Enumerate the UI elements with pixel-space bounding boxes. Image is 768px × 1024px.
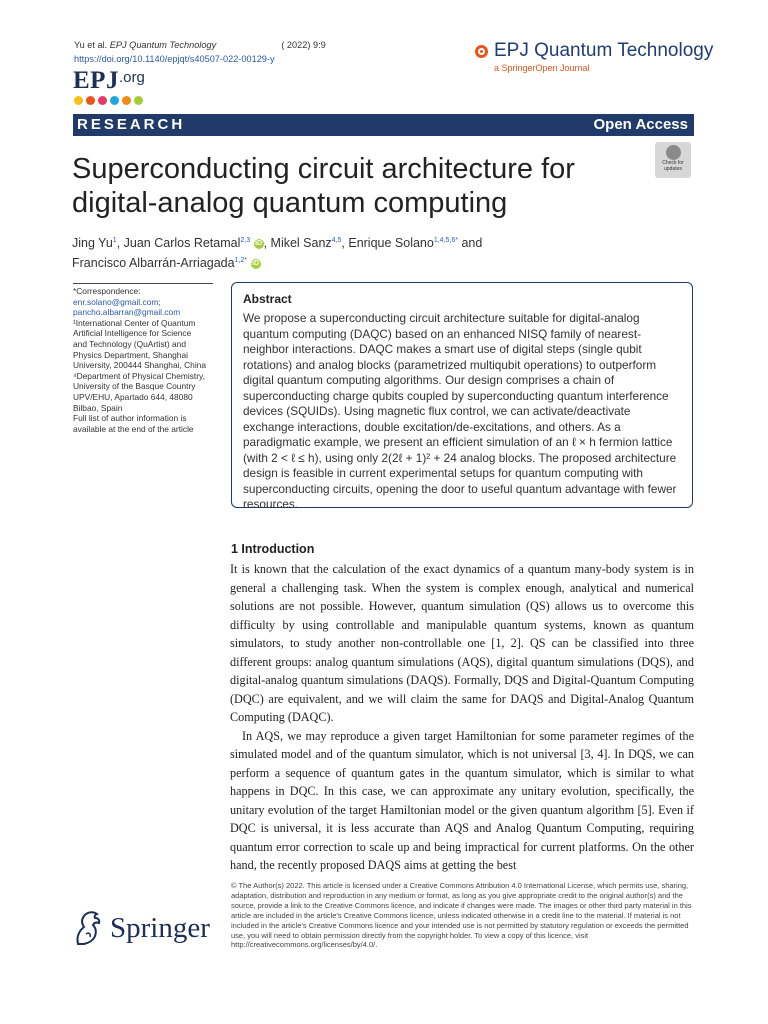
epj-logo-suffix: .org bbox=[118, 69, 145, 86]
journal-subtitle: a SpringerOpen Journal bbox=[494, 63, 590, 73]
author-affiliation-sup[interactable]: 4,5 bbox=[331, 237, 342, 244]
author-name[interactable]: Juan Carlos Retamal bbox=[123, 236, 241, 251]
author-separator: , bbox=[341, 236, 349, 251]
epj-dot-4 bbox=[110, 96, 119, 105]
sidebar-line: ¹International Center of Quantum bbox=[73, 317, 196, 328]
sidebar-line: UPV/EHU, Apartado 644, 48080 bbox=[73, 391, 193, 402]
article-title bbox=[72, 152, 632, 220]
epj-dot-5 bbox=[122, 96, 131, 105]
epj-logo-text: EPJ bbox=[73, 67, 119, 94]
correspondence-email-link[interactable]: pancho.albarran@gmail.com bbox=[73, 307, 181, 318]
correspondence-email-link[interactable]: enr.solano@gmail.com; bbox=[73, 296, 161, 307]
section-body bbox=[230, 560, 694, 875]
sidebar-line: and Technology (QuArtist) and bbox=[73, 338, 186, 349]
author-name[interactable]: Mikel Sanz bbox=[270, 236, 332, 251]
abstract-text: We propose a superconducting circuit architecture suitable for digital-analog quantum computing (DAQC) based on an enhanced NISQ family of nearest-neighbor interactions. DAQC makes a smart use of digital steps (single qubit rotations) and analog blocks (parametrized multiqubit operations) to outperform digital quantum computing algorithms. Our design comprises a chain of superconducting charge qubits coupled by superconducting quantum interference devices (SQUIDs). Using magnetic flux control, we can activate/deactivate exchange interactions, double excitation/de-excitations, and others. As a paradigmatic example, we present an efficient simulation of an ℓ × h fermion lattice (with 2 < ℓ ≤ h), using only 2(2ℓ + 1)² + 24 analog blocks. The proposed architecture design is feasible in current experimental setups for quantum computing with superconducting circuits, opening the door to useful quantum advantage with fewer resources. bbox=[243, 311, 677, 511]
sidebar-line: University of the Basque Country bbox=[73, 381, 196, 392]
doi-link[interactable]: https://doi.org/10.1140/epjqt/s40507-022-00129-y bbox=[74, 54, 275, 64]
citation-pages: 9:9 bbox=[312, 40, 326, 50]
article-type-label: RESEARCH bbox=[77, 116, 186, 133]
author-affiliation-sup[interactable]: 1 bbox=[112, 237, 117, 244]
sidebar-line: *Correspondence: bbox=[73, 286, 141, 296]
author-name[interactable]: Enrique Solano bbox=[348, 236, 434, 251]
abstract-box bbox=[231, 282, 693, 511]
sidebar-line: Bilbao, Spain bbox=[73, 402, 123, 413]
citation-year: ( 2022) bbox=[281, 40, 311, 50]
section-heading: 1 Introduction bbox=[231, 542, 315, 556]
article-type-banner bbox=[73, 114, 694, 136]
springeropen-ring-icon bbox=[475, 45, 488, 58]
sidebar-line: available at the end of the article bbox=[73, 423, 194, 434]
body-paragraph-2: In AQS, we may reproduce a given target Hamiltonian for some parameter regimes of the simulated model and of the quantum simulator, which is not universal [3, 4]. In DQS, we can perform a sequence of quantum gates in the quantum simulator, which is similar to what happens in DQC. In this case, we can approximate any unitary evolution, specifically, the unitary evolution of the target Hamiltonian model or the given quantum algorithm [5]. Even if DQC is universal, it is less accurate than AQS and Analog Quantum Computing, requiring quantum error correction to scale up and being impractical for current platforms. On the other hand, the recently proposed DAQS aims at getting the best bbox=[230, 728, 694, 872]
abstract-heading: Abstract bbox=[243, 292, 292, 306]
journal-logo[interactable] bbox=[475, 40, 713, 73]
check-for-updates-badge[interactable] bbox=[655, 142, 691, 178]
author-separator: , bbox=[263, 236, 271, 251]
title-line-1: Superconducting circuit architecture for bbox=[72, 153, 575, 185]
sidebar-line: University, 200444 Shanghai, China bbox=[73, 360, 206, 371]
citation-authors: Yu et al. bbox=[74, 40, 108, 50]
springer-wordmark: Springer bbox=[110, 911, 210, 944]
epj-logo-dots bbox=[74, 96, 143, 105]
title-line-2: digital-analog quantum computing bbox=[72, 187, 508, 219]
epj-dot-2 bbox=[86, 96, 95, 105]
springer-logo[interactable] bbox=[72, 910, 210, 946]
correspondence-sidebar bbox=[73, 283, 213, 434]
open-access-label: Open Access bbox=[593, 116, 688, 133]
license-text: © The Author(s) 2022. This article is licensed under a Creative Commons Attribution 4.0 International License, which permits use, sharing, adaptation, distribution and reproduction in any medium or format, as long as you give appropriate credit to the original author(s) and the source, provide a link to the Creative Commons licence, and indicate if changes were made. The images or other third party material in this article are included in the article's Creative Commons licence, unless indicated otherwise in a credit line to the material. If material is not included in the article's Creative Commons licence and your intended use is not permitted by statutory regulation or exceeds the permitted use, you will need to obtain permission directly from the copyright holder. To view a copy of this licence, visit http://creativecommons.org/licenses/by/4.0/. bbox=[231, 881, 692, 950]
sidebar-line: Full list of author information is bbox=[73, 413, 187, 424]
check-badge-line-2: updates bbox=[664, 166, 682, 172]
sidebar-line: Artificial Intelligence for Science bbox=[73, 328, 192, 339]
orcid-icon[interactable]: iD bbox=[255, 239, 263, 247]
check-badge-line-1: Check for bbox=[662, 160, 684, 166]
orcid-icon[interactable]: iD bbox=[252, 260, 260, 268]
author-affiliation-sup[interactable]: 1,4,5,6* bbox=[433, 237, 458, 244]
author-list bbox=[72, 232, 632, 272]
journal-name: EPJ Quantum Technology bbox=[494, 40, 714, 61]
body-paragraph-1: It is known that the calculation of the exact dynamics of a quantum many-body system is in general a challenging task. When the system is complex enough, analytical and numerical solutions are not possible. However, quantum simulation (QS) allows us to overcome this difficulty by using controllable and manipulable quantum systems, known as quantum simulators, to study another non-controllable one [1, 2]. QS can be classified into three different groups: analog quantum simulations (AQS), digital quantum simulations (DQS), and digital-analog quantum simulations (DAQS). Formally, DQS and Digital-Quantum Computing (DQC) are equivalent, and we will claim the same for DAQS and Digital-Analog Quantum Computing (DAQC). bbox=[230, 562, 694, 724]
sidebar-line: ⁴Department of Physical Chemistry, bbox=[73, 370, 205, 381]
crossmark-icon bbox=[666, 145, 681, 160]
sidebar-line: Physics Department, Shanghai bbox=[73, 349, 188, 360]
author-separator: , bbox=[116, 236, 124, 251]
epj-logo[interactable] bbox=[73, 67, 145, 95]
citation-journal: EPJ Quantum Technology bbox=[109, 40, 217, 50]
springer-horse-icon bbox=[72, 910, 104, 946]
author-affiliation-sup[interactable]: 2,3 bbox=[240, 237, 251, 244]
author-separator: and bbox=[457, 236, 483, 251]
author-name[interactable]: Jing Yu bbox=[72, 236, 113, 251]
running-header-citation bbox=[74, 40, 326, 50]
author-affiliation-sup[interactable]: 1,2* bbox=[234, 257, 248, 265]
epj-dot-6 bbox=[134, 96, 143, 105]
author-name[interactable]: Francisco Albarrán-Arriagada bbox=[72, 256, 235, 271]
epj-dot-3 bbox=[98, 96, 107, 105]
epj-dot-1 bbox=[74, 96, 83, 105]
